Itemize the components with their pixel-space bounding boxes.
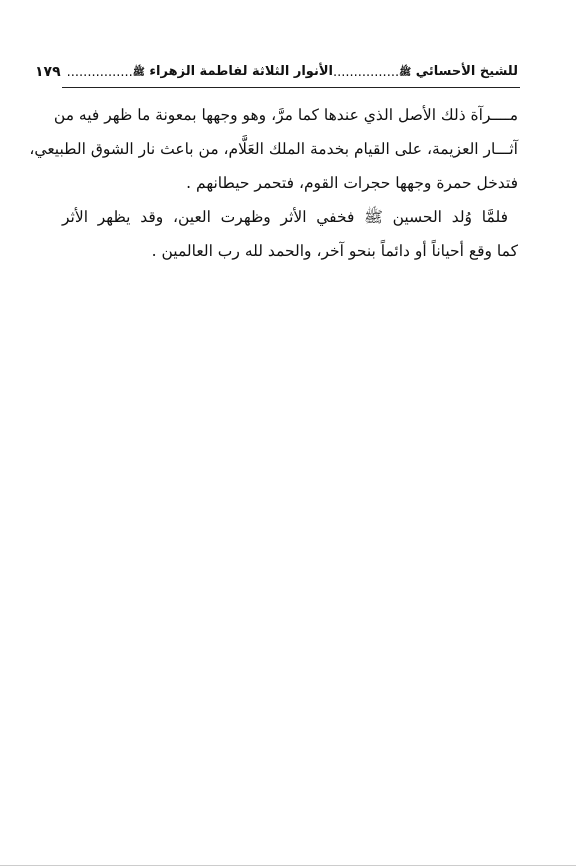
header-title-group: [133, 64, 333, 80]
header-rule: [62, 87, 520, 88]
author-honorific-icon: ﷺ: [399, 67, 412, 78]
header-book-title: الأنوار الثلاثة لفاطمة الزهراء: [149, 64, 333, 79]
header-dots-1: ................: [332, 64, 400, 80]
header-page-group: [35, 64, 133, 80]
paragraph-2: [62, 200, 518, 268]
paragraph-1: [29, 98, 518, 200]
header-author-group: [399, 64, 518, 80]
header-author: للشيخ الأحسائي: [415, 64, 518, 79]
paragraph-2-line-1: فلمَّا وُلد الحسين ﷺ فخفي الأثر وظهرت العين، وقد يظهر الأثر: [62, 208, 508, 226]
paragraph-1-line-3: فتدخل حمرة وجهها حجرات القوم، فتحمر حيطانهم .: [186, 174, 518, 192]
page-number: ١٧٩: [35, 64, 61, 80]
paragraph-1-line-2: آثـــار العزيمة، على القيام بخدمة الملك العَلَّام، من باعث نار الشوق الطبيعي،: [29, 140, 518, 158]
title-honorific-icon: ﷺ: [132, 67, 145, 78]
paragraph-1-line-1: مــــرآة ذلك الأصل الذي عندها كما مرَّ، وهو وجهها بمعونة ما ظهر فيه من: [53, 106, 518, 124]
body-text: [29, 98, 518, 268]
paragraph-2-line-2: كما وقع أحياناً أو دائماً بنحو آخر، والحمد لله رب العالمين .: [151, 242, 518, 260]
running-header: [35, 60, 518, 84]
header-dots-2: ................: [66, 64, 133, 80]
